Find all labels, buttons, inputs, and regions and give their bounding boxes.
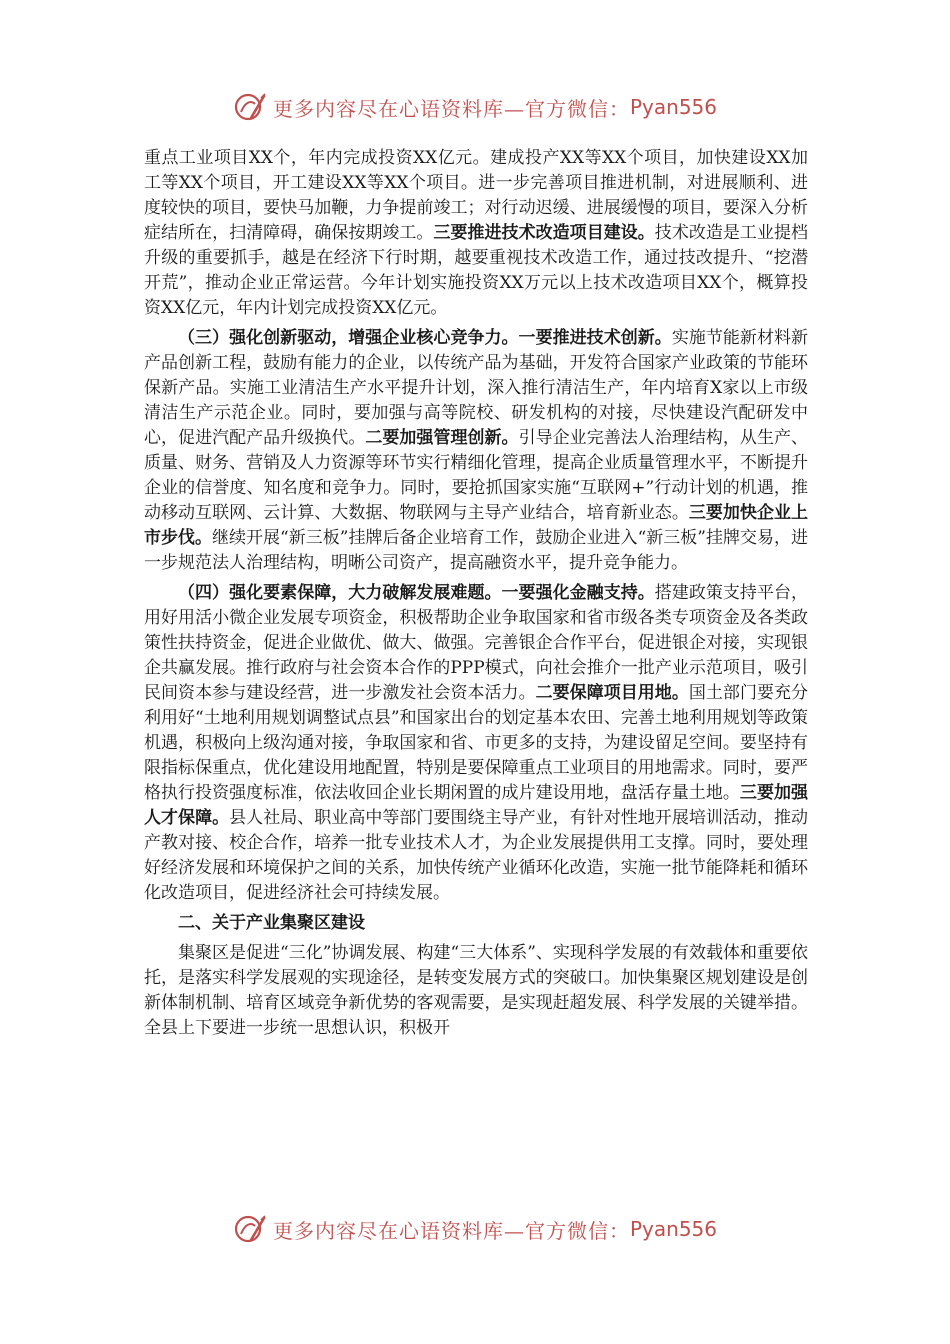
text-run: 引导企业完善法人治理结构，从生产、质量、财务、营销及人力资源等环节实行精细化管理，提高企业质量管理水平，不断提升企业的信誉度、知名度和竞争力。同时，要抢抓国家实施“互联网+”行动计划的机遇，推动移动互联网、云计算、大数据、物联网与主导产业结合，培育新业态。 xyxy=(144,428,809,523)
bold-run: （四）强化要素保障，大力破解发展难题。一要强化金融支持。 xyxy=(178,583,655,603)
paragraph xyxy=(144,146,808,321)
text-run: 重点工业项目XX个，年内完成投资XX亿元。建成投产XX等XX个项目，加快建设XX加工等XX个项目，开工建设XX等XX个项目。进一步完善项目推进机制，对进展顺利、进度较快的项目，要快马加鞭，力争提前竣工；对行动迟缓、进展缓慢的项目，要深入分析症结所在，扫清障碍，确保按期竣工。 xyxy=(144,148,808,243)
bold-run: 二要加强管理创新。 xyxy=(365,428,519,448)
text-run: 国土部门要充分利用好“土地利用规划调整试点县”和国家出台的划定基本农田、完善土地利用规划等政策机遇，积极向上级沟通对接，争取国家和省、市更多的支持，为建设留足空间。要坚持有限指标保重点，优化建设用地配置，特别是要保障重点工业项目的用地需求。同时，要严格执行投资强度标准，依法收回企业长期闲置的成片建设用地，盘活存量土地。 xyxy=(144,683,809,803)
paragraph xyxy=(144,581,808,906)
watermark-logo-icon xyxy=(233,1212,267,1246)
text-run: 县人社局、职业高中等部门要围绕主导产业，有针对性地开展培训活动，推动产教对接、校企合作，培养一批专业技术人才，为企业发展提供用工支撑。同时，要处理好经济发展和环境保护之间的关系，加快传统产业循环化改造，实施一批节能降耗和循环化改造项目，促进经济社会可持续发展。 xyxy=(144,808,809,903)
watermark-id: Pyan556 xyxy=(629,95,717,119)
bold-run: 三要加快企业上市步伐。 xyxy=(144,503,809,548)
document-body xyxy=(144,146,808,1046)
paragraph xyxy=(144,326,808,576)
text-run: 集聚区是促进“三化”协调发展、构建“三大体系”、实现科学发展的有效载体和重要依托，是落实科学发展观的实现途径，是转变发展方式的突破口。加快集聚区规划建设是创新体制机制、培育区域竞争新优势的客观需要，是实现赶超发展、科学发展的关键举措。全县上下要进一步统一思想认识，积极开 xyxy=(144,943,808,1038)
text-run: 搭建政策支持平台，用好用活小微企业发展专项资金，积极帮助企业争取国家和省市级各类专项资金及各类政策性扶持资金，促进企业做优、做大、做强。完善银企合作平台，促进银企对接，实现银企共赢发展。推行政府与社会资本合作的PPP模式，向社会推介一批产业示范项目，吸引民间资本参与建设经营，进一步激发社会资本活力。 xyxy=(144,583,809,703)
text-run: 实施节能新材料新产品创新工程，鼓励有能力的企业，以传统产品为基础，开发符合国家产业政策的节能环保新产品。实施工业清洁生产水平提升计划，深入推行清洁生产，年内培育X家以上市级清洁生产示范企业。同时，要加强与高等院校、研发机构的对接，尽快建设汽配研发中心，促进汽配产品升级换代。 xyxy=(144,328,809,448)
bold-run: 三要推进技术改造项目建设。 xyxy=(433,223,655,243)
paragraph xyxy=(144,911,808,936)
footer-watermark xyxy=(0,1206,950,1252)
text-run: 技术改造是工业提档升级的重要抓手，越是在经济下行时期，越要重视技术改造工作，通过技改提升、“挖潜开荒”，推动企业正常运营。今年计划实施投资XX万元以上技术改造项目XX个，概算投资XX亿元，年内计划完成投资XX亿元。 xyxy=(144,223,809,318)
text-run: 继续开展“新三板”挂牌后备企业培育工作，鼓励企业进入“新三板”挂牌交易，进一步规范法人治理结构，明晰公司资产，提高融资水平，提升竞争能力。 xyxy=(144,528,809,573)
watermark-text: 更多内容尽在心语资料库—官方微信： xyxy=(272,96,630,121)
paragraph xyxy=(144,941,808,1041)
header-watermark xyxy=(0,84,950,130)
watermark-logo-icon xyxy=(233,90,267,124)
bold-run: 二、关于产业集聚区建设 xyxy=(178,913,365,933)
watermark-text: 更多内容尽在心语资料库—官方微信： xyxy=(272,1218,630,1243)
bold-run: （三）强化创新驱动，增强企业核心竞争力。一要推进技术创新。 xyxy=(178,328,672,348)
watermark-id: Pyan556 xyxy=(629,1217,717,1241)
bold-run: 二要保障项目用地。 xyxy=(535,683,689,703)
bold-run: 三要加强人才保障。 xyxy=(144,783,809,828)
